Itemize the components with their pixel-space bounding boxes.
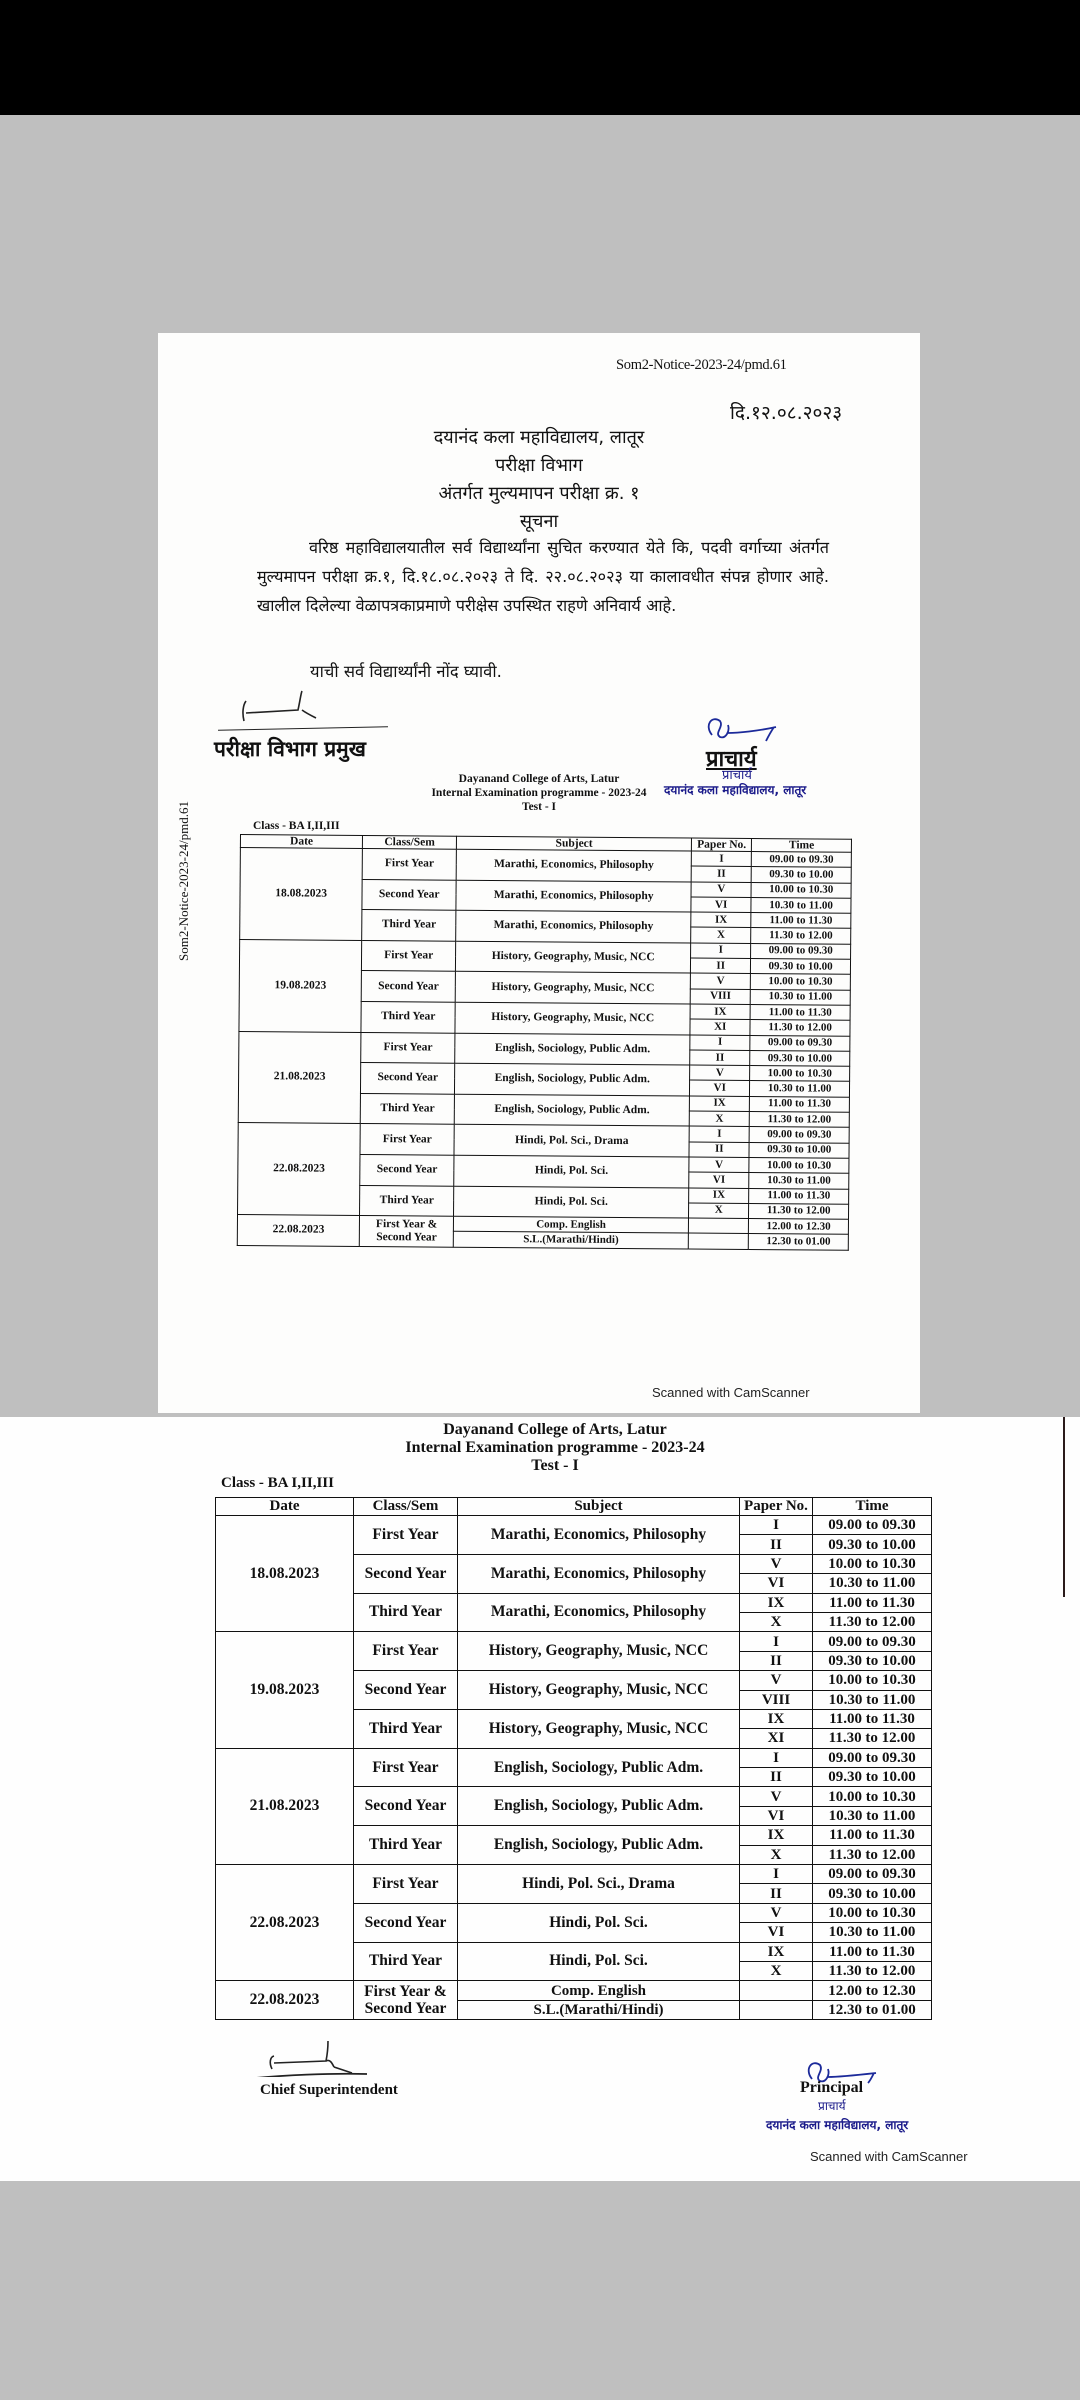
- paper-no-cell: XI: [690, 1019, 750, 1035]
- class-cell: Second Year: [354, 1554, 458, 1593]
- paper-no-cell: II: [740, 1768, 813, 1787]
- column-header: Time: [813, 1498, 932, 1516]
- notice-department: परीक्षा विभाग: [495, 455, 583, 476]
- signatory-principal: प्राचार्य: [706, 747, 757, 772]
- class-cell: First Year: [362, 848, 456, 879]
- time-cell: 10.30 to 11.00: [813, 1574, 932, 1593]
- paper-no-cell: I: [740, 1516, 813, 1535]
- column-header: Time: [752, 839, 852, 853]
- signatory-exam-head: परीक्षा विभाग प्रमुख: [214, 737, 366, 761]
- exam-date-cell: 21.08.2023: [216, 1748, 354, 1864]
- scanner-watermark: Scanned with CamScanner: [810, 2149, 968, 2164]
- exam-date-cell: 22.08.2023: [216, 1981, 354, 2020]
- time-cell: 09.30 to 10.00: [749, 1142, 849, 1158]
- time-cell: 10.00 to 10.30: [749, 1157, 849, 1173]
- subject-cell: Hindi, Pol. Sci.: [458, 1903, 740, 1942]
- programme-college: Dayanand College of Arts, Latur: [458, 773, 620, 785]
- paper-no-cell: X: [689, 1111, 749, 1127]
- time-cell: 10.30 to 11.00: [813, 1923, 932, 1942]
- paper-no-cell: IX: [740, 1942, 813, 1961]
- paper-no-cell: IX: [740, 1593, 813, 1612]
- time-cell: 12.00 to 12.30: [813, 1981, 932, 2000]
- paper-no-cell: II: [691, 866, 751, 882]
- paper-no-cell: II: [689, 1142, 749, 1158]
- paper-no-cell: I: [740, 1865, 813, 1884]
- paper-no-cell: X: [691, 928, 751, 944]
- subject-cell: Marathi, Economics, Philosophy: [458, 1593, 740, 1632]
- time-cell: 10.00 to 10.30: [813, 1554, 932, 1573]
- notice-body: वरिष्ठ महाविद्यालयातील सर्व विद्यार्थ्यांना सुचित करण्यात येते कि, पदवी वर्गाच्या अंतर्गत मुल्यमापन परीक्षा क्र.१, दि.१८.०८.२०२३ ते दि. २२.०८.२०२३ या कालावधीत संपन्न होणार आहे. खालील दिलेल्या वेळापत्रकाप्रमाणे परीक्षेस उपस्थित राहणे अनिवार्य आहे.: [257, 538, 829, 615]
- subject-cell: English, Sociology, Public Adm.: [458, 1748, 740, 1787]
- subject-cell: History, Geography, Music, NCC: [456, 941, 691, 973]
- time-cell: 12.30 to 01.00: [813, 2000, 932, 2019]
- paper-no-cell: IX: [740, 1826, 813, 1845]
- subject-cell: Hindi, Pol. Sci.: [458, 1942, 740, 1981]
- scanner-watermark: Scanned with CamScanner: [652, 1385, 810, 1400]
- paper-no-cell: V: [689, 1157, 749, 1173]
- time-cell: 10.00 to 10.30: [813, 1903, 932, 1922]
- signature-exam-head: [202, 683, 382, 733]
- column-header: Class/Sem: [363, 835, 457, 849]
- exam-date-cell: 22.08.2023: [216, 1865, 354, 1981]
- paper-no-cell: V: [740, 1671, 813, 1690]
- time-cell: 10.00 to 10.30: [750, 1066, 850, 1082]
- subject-cell: Marathi, Economics, Philosophy: [456, 849, 691, 881]
- time-cell: 11.30 to 12.00: [750, 1020, 850, 1036]
- time-cell: 09.00 to 09.30: [813, 1865, 932, 1884]
- table-row: [216, 1632, 932, 1651]
- class-cell: First Year: [360, 1124, 454, 1155]
- exam-date-cell: 19.08.2023: [239, 939, 362, 1032]
- column-header: Date: [216, 1498, 354, 1516]
- principal-stamp-title: प्राचार्य: [818, 2099, 846, 2113]
- paper-no-cell: II: [740, 1651, 813, 1670]
- subject-cell: Hindi, Pol. Sci., Drama: [454, 1125, 689, 1157]
- time-cell: 10.30 to 11.00: [750, 989, 850, 1005]
- paper-no-cell: II: [691, 958, 751, 974]
- class-cell: Third Year: [354, 1593, 458, 1632]
- class-cell: First Year: [354, 1865, 458, 1904]
- time-cell: 11.00 to 11.30: [813, 1826, 932, 1845]
- paper-no-cell: I: [690, 1035, 750, 1051]
- schedule-table-wrap: [215, 1497, 931, 2020]
- class-label: Class - BA I,II,III: [221, 1475, 334, 1491]
- column-header: Subject: [458, 1498, 740, 1516]
- paper-no-cell: X: [689, 1203, 749, 1219]
- column-header: Subject: [457, 836, 692, 851]
- time-cell: 10.30 to 11.00: [813, 1690, 932, 1709]
- programme-page: [0, 1417, 1080, 2181]
- subject-cell: Hindi, Pol. Sci.: [454, 1186, 689, 1218]
- class-line: Second Year: [364, 2000, 447, 2018]
- time-cell: 10.00 to 10.30: [813, 1671, 932, 1690]
- paper-no-cell: V: [740, 1903, 813, 1922]
- time-cell: 11.30 to 12.00: [813, 1845, 932, 1864]
- paper-no-cell: [689, 1218, 749, 1234]
- class-line: First Year &: [375, 1218, 438, 1231]
- exam-date-cell: 22.08.2023: [238, 1123, 361, 1216]
- class-cell: Second Year: [361, 1063, 455, 1094]
- paper-no-cell: X: [740, 1612, 813, 1631]
- class-cell: Third Year: [354, 1709, 458, 1748]
- time-cell: 11.00 to 11.30: [751, 913, 851, 929]
- exam-date-cell: 22.08.2023: [237, 1215, 359, 1247]
- paper-no-cell: VI: [740, 1923, 813, 1942]
- table-row: [216, 1748, 932, 1767]
- time-cell: 09.00 to 09.30: [750, 1035, 850, 1051]
- subject-cell: English, Sociology, Public Adm.: [458, 1787, 740, 1826]
- time-cell: 10.30 to 11.00: [813, 1806, 932, 1825]
- column-header: Class/Sem: [354, 1498, 458, 1516]
- paper-no-cell: V: [740, 1787, 813, 1806]
- table-header-row: [216, 1498, 932, 1516]
- subject-cell: History, Geography, Music, NCC: [455, 1002, 690, 1034]
- class-cell: First Year: [354, 1748, 458, 1787]
- time-cell: 09.00 to 09.30: [813, 1632, 932, 1651]
- exam-date-cell: 18.08.2023: [240, 848, 363, 941]
- time-cell: 10.30 to 11.00: [750, 1081, 850, 1097]
- class-cell: First Year: [354, 1632, 458, 1671]
- programme-title: Internal Examination programme - 2023-24: [431, 787, 647, 799]
- time-cell: 12.00 to 12.30: [749, 1219, 849, 1235]
- subject-cell: Hindi, Pol. Sci., Drama: [458, 1865, 740, 1904]
- paper-no-cell: [740, 1981, 813, 2000]
- paper-no-cell: VI: [689, 1172, 749, 1188]
- time-cell: 09.30 to 10.00: [750, 1050, 850, 1066]
- time-cell: 11.30 to 12.00: [749, 1203, 849, 1219]
- time-cell: 09.30 to 10.00: [813, 1535, 932, 1554]
- class-cell: Second Year: [354, 1671, 458, 1710]
- class-cell: [359, 1216, 453, 1247]
- notice-exam-title: अंतर्गत मुल्यमापन परीक्षा क्र. १: [438, 483, 640, 504]
- class-cell: [354, 1981, 458, 2020]
- table-row: [216, 1516, 932, 1535]
- subject-cell: Comp. English: [454, 1216, 689, 1233]
- time-cell: 09.00 to 09.30: [751, 943, 851, 959]
- subject-cell: Hindi, Pol. Sci.: [454, 1155, 689, 1187]
- paper-no-cell: VI: [690, 1080, 750, 1096]
- paper-no-cell: X: [740, 1845, 813, 1864]
- class-cell: First Year: [354, 1516, 458, 1555]
- paper-no-cell: IX: [690, 1096, 750, 1112]
- paper-no-cell: VIII: [740, 1690, 813, 1709]
- paper-no-cell: I: [691, 851, 751, 867]
- subject-cell: History, Geography, Music, NCC: [458, 1671, 740, 1710]
- time-cell: 10.00 to 10.30: [751, 974, 851, 990]
- paper-no-cell: IX: [689, 1188, 749, 1204]
- schedule-table-wrap: [237, 834, 852, 1251]
- time-cell: 09.00 to 09.30: [813, 1748, 932, 1767]
- class-cell: Second Year: [360, 1154, 454, 1185]
- class-cell: Third Year: [362, 910, 456, 941]
- paper-no-cell: V: [740, 1554, 813, 1573]
- schedule-table: [237, 834, 852, 1251]
- programme-title: Internal Examination programme - 2023-24: [405, 1439, 705, 1456]
- subject-cell: Marathi, Economics, Philosophy: [458, 1554, 740, 1593]
- time-cell: 11.00 to 11.30: [813, 1942, 932, 1961]
- paper-no-cell: II: [740, 1535, 813, 1554]
- paper-no-cell: I: [740, 1632, 813, 1651]
- principal-stamp-college: दयानंद कला महाविद्यालय, लातूर: [664, 783, 807, 797]
- time-cell: 09.30 to 10.00: [751, 959, 851, 975]
- time-cell: 11.00 to 11.30: [813, 1593, 932, 1612]
- notice-heading: सूचना: [519, 511, 559, 532]
- notice-reference: Som2-Notice-2023-24/pmd.61: [616, 357, 787, 373]
- time-cell: 11.30 to 12.00: [751, 928, 851, 944]
- subject-cell: S.L.(Marathi/Hindi): [458, 2000, 740, 2019]
- class-cell: Second Year: [354, 1903, 458, 1942]
- subject-cell: Marathi, Economics, Philosophy: [456, 910, 691, 942]
- subject-cell: Marathi, Economics, Philosophy: [458, 1516, 740, 1555]
- table-row: [216, 1865, 932, 1884]
- paper-no-cell: X: [740, 1961, 813, 1980]
- paper-no-cell: IX: [690, 1004, 750, 1020]
- column-header: Date: [240, 835, 362, 849]
- signatory-chief-superintendent: Chief Superintendent: [260, 2082, 398, 2098]
- time-cell: 10.30 to 11.00: [751, 897, 851, 913]
- subject-cell: History, Geography, Music, NCC: [458, 1709, 740, 1748]
- principal-stamp-college: दयानंद कला महाविद्यालय, लातूर: [766, 2118, 909, 2132]
- paper-no-cell: XI: [740, 1729, 813, 1748]
- class-cell: Second Year: [362, 879, 456, 910]
- notice-note: याची सर्व विद्यार्थ्यांनी नोंद घ्यावी.: [310, 662, 502, 681]
- class-cell: First Year: [361, 1032, 455, 1063]
- paper-no-cell: IX: [691, 912, 751, 928]
- side-reference: Som2-Notice-2023-24/pmd.61: [176, 801, 191, 961]
- subject-cell: Marathi, Economics, Philosophy: [456, 880, 691, 912]
- paper-no-cell: V: [691, 882, 751, 898]
- paper-no-cell: VI: [740, 1574, 813, 1593]
- time-cell: 11.00 to 11.30: [749, 1188, 849, 1204]
- signatory-principal: Principal: [800, 2079, 864, 2096]
- class-cell: First Year: [362, 940, 456, 971]
- time-cell: 10.30 to 11.00: [749, 1173, 849, 1189]
- time-cell: 09.30 to 10.00: [813, 1884, 932, 1903]
- time-cell: 09.30 to 10.00: [751, 867, 851, 883]
- time-cell: 11.00 to 11.30: [813, 1709, 932, 1728]
- paper-no-cell: VI: [691, 897, 751, 913]
- programme-college: Dayanand College of Arts, Latur: [443, 1421, 667, 1438]
- time-cell: 09.30 to 10.00: [813, 1768, 932, 1787]
- exam-date-cell: 21.08.2023: [238, 1031, 361, 1124]
- exam-date-cell: 19.08.2023: [216, 1632, 354, 1748]
- column-header: Paper No.: [692, 838, 752, 851]
- class-cell: Third Year: [360, 1093, 454, 1124]
- notice-page: [158, 333, 920, 1413]
- time-cell: 11.30 to 12.00: [750, 1112, 850, 1128]
- status-bar: [0, 0, 1080, 115]
- time-cell: 11.00 to 11.30: [750, 1096, 850, 1112]
- subject-cell: English, Sociology, Public Adm.: [455, 1063, 690, 1095]
- subject-cell: English, Sociology, Public Adm.: [454, 1094, 689, 1126]
- time-cell: 12.30 to 01.00: [749, 1234, 849, 1250]
- paper-no-cell: I: [740, 1748, 813, 1767]
- time-cell: 10.00 to 10.30: [751, 882, 851, 898]
- subject-cell: Comp. English: [458, 1981, 740, 2000]
- subject-cell: English, Sociology, Public Adm.: [455, 1033, 690, 1065]
- subject-cell: English, Sociology, Public Adm.: [458, 1826, 740, 1865]
- paper-no-cell: [688, 1233, 748, 1249]
- paper-no-cell: [740, 2000, 813, 2019]
- notice-date: दि.१२.०८.२०२३: [730, 402, 843, 424]
- class-label: Class - BA I,II,III: [253, 820, 340, 832]
- time-cell: 10.00 to 10.30: [813, 1787, 932, 1806]
- time-cell: 11.30 to 12.00: [813, 1961, 932, 1980]
- principal-stamp-title: प्राचार्य: [722, 768, 752, 783]
- table-row: [216, 1981, 932, 2000]
- paper-no-cell: II: [740, 1884, 813, 1903]
- time-cell: 09.00 to 09.30: [752, 852, 852, 868]
- time-cell: 11.00 to 11.30: [750, 1004, 850, 1020]
- schedule-table: [215, 1497, 932, 2020]
- class-cell: Second Year: [361, 971, 455, 1002]
- signature-chief-superintendent: [242, 2037, 392, 2077]
- paper-no-cell: I: [689, 1126, 749, 1142]
- paper-no-cell: I: [691, 943, 751, 959]
- subject-cell: S.L.(Marathi/Hindi): [453, 1232, 688, 1249]
- time-cell: 11.30 to 12.00: [813, 1612, 932, 1631]
- time-cell: 09.00 to 09.30: [749, 1127, 849, 1143]
- paper-no-cell: VI: [740, 1806, 813, 1825]
- paper-no-cell: II: [690, 1050, 750, 1066]
- programme-test: Test - I: [521, 801, 557, 813]
- paper-no-cell: V: [690, 1065, 750, 1081]
- notice-college: दयानंद कला महाविद्यालय, लातूर: [433, 427, 645, 448]
- paper-no-cell: VIII: [690, 989, 750, 1005]
- class-cell: Second Year: [354, 1787, 458, 1826]
- paper-no-cell: V: [690, 973, 750, 989]
- class-cell: Third Year: [361, 1001, 455, 1032]
- paper-no-cell: IX: [740, 1709, 813, 1728]
- class-line: First Year &: [364, 1983, 447, 2001]
- programme-test: Test - I: [531, 1457, 579, 1474]
- class-cell: Third Year: [354, 1942, 458, 1981]
- time-cell: 09.00 to 09.30: [813, 1516, 932, 1535]
- exam-date-cell: 18.08.2023: [216, 1516, 354, 1632]
- class-cell: Third Year: [360, 1185, 454, 1216]
- subject-cell: History, Geography, Music, NCC: [458, 1632, 740, 1671]
- class-cell: Third Year: [354, 1826, 458, 1865]
- subject-cell: History, Geography, Music, NCC: [455, 972, 690, 1004]
- column-header: Paper No.: [740, 1498, 813, 1516]
- time-cell: 11.30 to 12.00: [813, 1729, 932, 1748]
- class-line: Second Year: [376, 1231, 437, 1244]
- time-cell: 09.30 to 10.00: [813, 1651, 932, 1670]
